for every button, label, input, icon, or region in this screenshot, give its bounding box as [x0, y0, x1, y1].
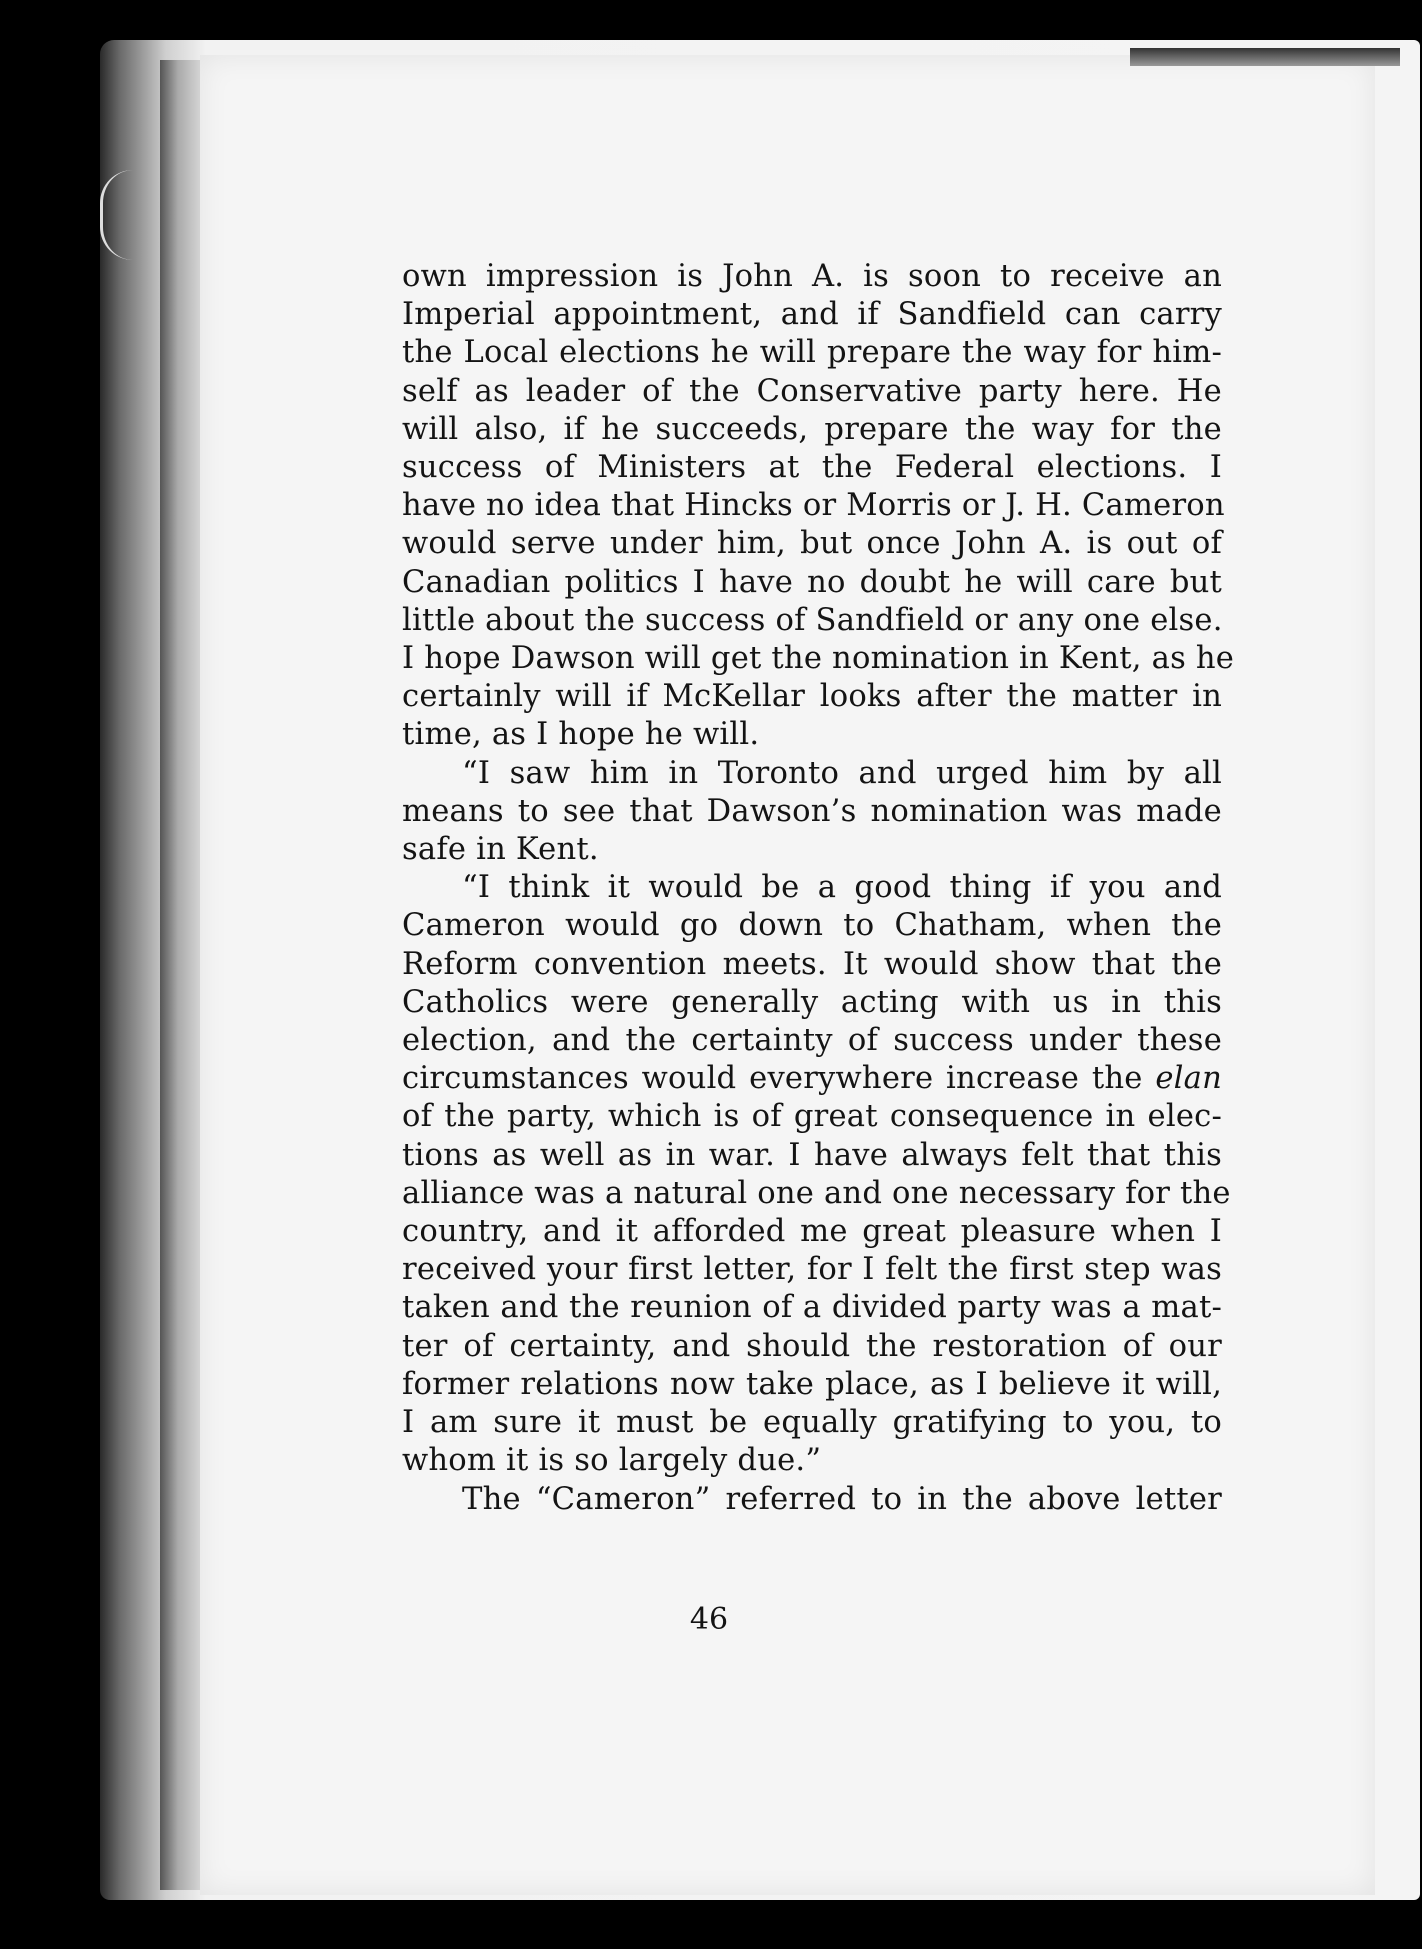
text-line: will also, if he succeeds, prepare the way for the: [402, 411, 1222, 447]
text-line: taken and the reunion of a divided party was a mat-: [402, 1290, 1222, 1326]
text-line: Imperial appointment, and if Sandfield can carry: [402, 297, 1222, 333]
text-line: the Local elections he will prepare the way for him-: [402, 335, 1222, 371]
text-line: ter of certainty, and should the restoration of our: [402, 1328, 1222, 1364]
text-line: “I think it would be a good thing if you and: [462, 870, 1222, 906]
text-line: Cameron would go down to Chatham, when the: [402, 908, 1222, 944]
italic-word: elan: [1155, 1061, 1222, 1097]
text-line: tions as well as in war. I have always felt that this: [402, 1137, 1222, 1173]
text-line: Canadian politics I have no doubt he will care but: [402, 564, 1222, 600]
text-line: election, and the certainty of success under these: [402, 1023, 1222, 1059]
text-line: The “Cameron” referred to in the above letter: [462, 1481, 1222, 1517]
text-line: alliance was a natural one and one necessary for the: [402, 1175, 1231, 1211]
text-line: “I saw him in Toronto and urged him by all: [462, 755, 1222, 791]
text-line: own impression is John A. is soon to receive an: [402, 259, 1222, 294]
text-line: Reform convention meets. It would show that the: [402, 946, 1222, 982]
text-line: self as leader of the Conservative party here. He: [402, 373, 1222, 409]
text-line: would serve under him, but once John A. is out of: [402, 526, 1222, 562]
text-line: time, as I hope he will.: [402, 717, 760, 753]
text-fragment: circumstances would everywhere increase the: [402, 1061, 1156, 1097]
text-line: received your first letter, for I felt the first step was: [402, 1252, 1222, 1288]
text-line: country, and it afforded me great pleasure when I: [402, 1214, 1222, 1250]
text-line: former relations now take place, as I believe it will,: [402, 1366, 1222, 1402]
text-line: I hope Dawson will get the nomination in Kent, as he: [402, 641, 1235, 677]
body-text: [402, 258, 1235, 1519]
text-line: have no idea that Hincks or Morris or J. H. Cameron: [402, 488, 1225, 524]
page-number-text: 46: [689, 1602, 729, 1637]
text-line: means to see that Dawson’s nomination was made: [402, 793, 1222, 829]
text-line: whom it is so largely due.”: [402, 1443, 822, 1479]
text-line: of the party, which is of great consequence in elec-: [402, 1099, 1222, 1135]
text-line: certainly will if McKellar looks after the matter in: [402, 679, 1222, 715]
text-line-with-italic: [402, 1060, 1222, 1098]
text-line: Catholics were generally acting with us in this: [402, 984, 1222, 1020]
text-line: safe in Kent.: [402, 832, 599, 868]
page-top-shadow: [1130, 48, 1400, 66]
text-line: little about the success of Sandfield or any one else.: [402, 602, 1223, 638]
text-line: success of Ministers at the Federal elections. I: [402, 450, 1222, 486]
page-number: [0, 1602, 1422, 1637]
text-line: I am sure it must be equally gratifying to you, to: [402, 1405, 1222, 1441]
